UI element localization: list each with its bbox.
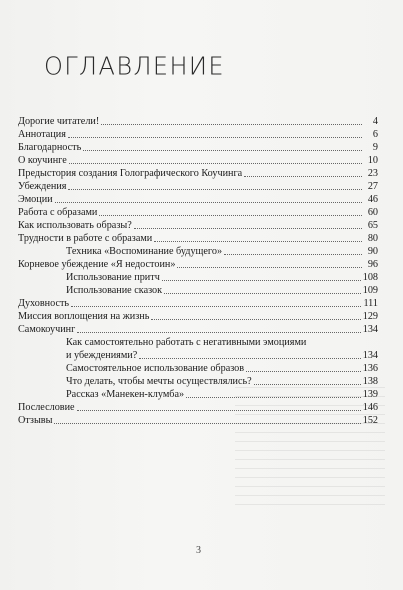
toc-entry[interactable] [18,258,378,271]
toc-page-number: 96 [367,259,378,270]
leader-dots [69,162,362,164]
toc-entry-label: Предыстория создания Голографического Коучинга [18,168,243,179]
toc-subentry-first-line[interactable]: Как самостоятельно работать с негативными эмоциями [66,337,307,348]
toc-entry-label: Работа с образами [18,207,98,218]
toc-entry-label: Эмоции [18,194,53,205]
toc-subentry[interactable] [18,245,378,258]
toc-entry-label: Дорогие читатели! [18,116,100,127]
toc-entry-label: О коучинге [18,155,67,166]
toc-page-number: 108 [362,272,378,283]
leader-dots [77,409,361,411]
leader-dots [71,305,361,307]
toc-subentry[interactable] [18,375,378,388]
leader-dots [186,396,361,398]
leader-dots [54,422,360,424]
toc-entry-label: Миссия воплощения на жизнь [18,311,150,322]
toc-entry[interactable] [18,401,378,414]
toc-subentry[interactable] [18,388,378,401]
leader-dots [99,214,362,216]
toc-entry[interactable] [18,414,378,427]
leader-dots [164,292,361,294]
toc-entry-label: Самостоятельное использование образов [66,363,245,374]
toc-page-number: 9 [372,142,378,153]
toc-page-number: 60 [367,207,378,218]
page-title: ОГЛАВЛЕНИЕ [44,51,225,81]
toc-entry[interactable] [18,128,378,141]
toc-entry-label: Использование сказок [66,285,163,296]
toc-page-number: 134 [362,350,378,361]
toc-entry-label: Послесловие [18,402,75,413]
leader-dots [177,266,362,268]
toc-entry[interactable] [18,141,378,154]
leader-dots [151,318,360,320]
toc-entry[interactable] [18,154,378,167]
leader-dots [101,123,362,125]
leader-dots [254,383,361,385]
toc-subentry[interactable] [18,284,378,297]
toc-page-number: 139 [362,389,378,400]
toc-entry[interactable] [18,167,378,180]
leader-dots [246,370,361,372]
toc-entry-label: Что делать, чтобы мечты осуществлялись? [66,376,252,387]
leader-dots [77,331,360,333]
toc-page-number: 23 [367,168,378,179]
toc-entry[interactable] [18,297,378,310]
toc-page-number: 152 [362,415,378,426]
toc-page-number: 90 [367,246,378,257]
toc-entry[interactable] [18,115,378,128]
leader-dots [68,136,362,138]
leader-dots [154,240,362,242]
toc-entry-label: Трудности в работе с образами [18,233,153,244]
toc-entry[interactable] [18,180,378,193]
toc-page-number: 129 [362,311,378,322]
toc-entry-label: Отзывы [18,415,53,426]
toc-entry-label: Техника «Воспоминание будущего» [66,246,223,257]
toc-page-number: 109 [362,285,378,296]
toc-entry-label: Благодарность [18,142,82,153]
toc-entry[interactable] [18,232,378,245]
toc-page-number: 4 [372,116,378,127]
toc-page-number: 134 [362,324,378,335]
toc-page-number: 10 [367,155,378,166]
toc-entry[interactable] [18,219,378,232]
toc-entry-label: Рассказ «Манекен-клумба» [66,389,185,400]
toc-entry-label: Аннотация [18,129,66,140]
leader-dots [139,357,360,359]
toc-subentry[interactable] [18,271,378,284]
leader-dots [162,279,361,281]
toc-page-number: 6 [372,129,378,140]
toc-page-number: 80 [367,233,378,244]
toc-entry-label: и убеждениями? [66,350,138,361]
toc-subentry[interactable] [18,362,378,375]
toc-entry[interactable] [18,206,378,219]
toc-subentry[interactable] [18,349,378,362]
toc-page-number: 136 [362,363,378,374]
toc-page-number: 65 [367,220,378,231]
toc-page-number: 111 [363,298,378,309]
toc-entry-label: Самокоучинг [18,324,76,335]
toc-entry-label: Как использовать образы? [18,220,132,231]
toc-page-number: 146 [362,402,378,413]
toc-entry-label: Духовность [18,298,70,309]
leader-dots [244,175,362,177]
toc-entry[interactable] [18,310,378,323]
toc-entry-label: Использование притч [66,272,160,283]
toc-entry-label: Корневое убеждение «Я недостоин» [18,259,176,270]
toc-entry[interactable] [18,323,378,336]
leader-dots [55,201,362,203]
leader-dots [134,227,362,229]
toc-entry[interactable] [18,193,378,206]
toc-entry-label: Убеждения [18,181,67,192]
page-number-folio: 3 [196,545,201,556]
leader-dots [224,253,362,255]
toc-page-number: 27 [367,181,378,192]
toc-page-number: 138 [362,376,378,387]
leader-dots [83,149,362,151]
toc-page-number: 46 [367,194,378,205]
leader-dots [68,188,362,190]
